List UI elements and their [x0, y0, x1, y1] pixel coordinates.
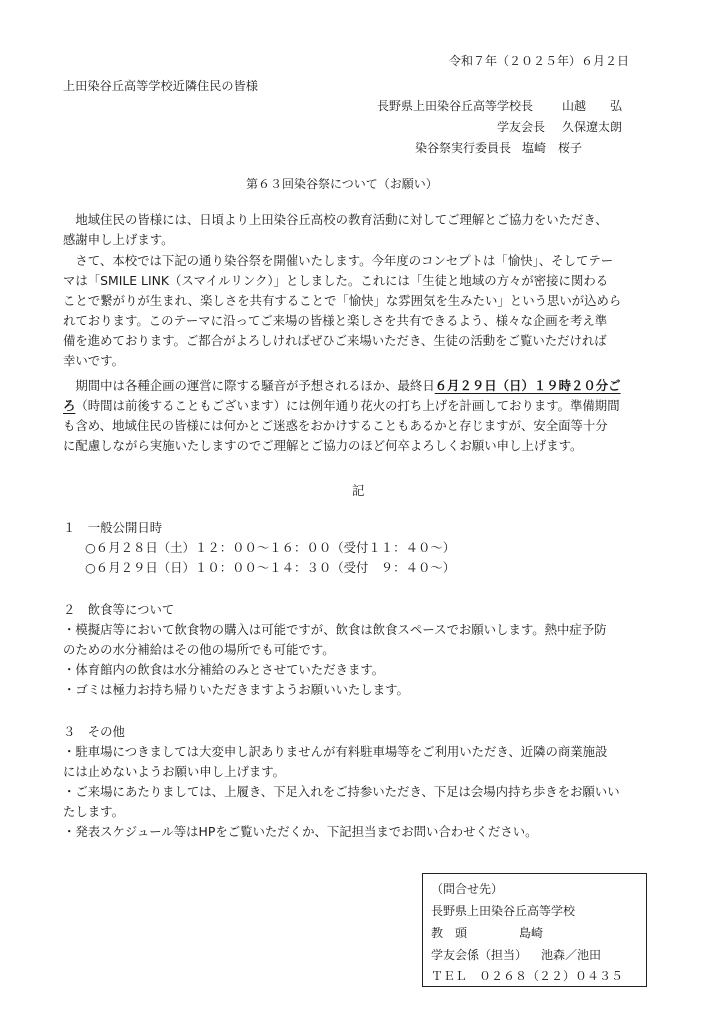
- section-food: [63, 600, 607, 700]
- sender-principal-name: 山越 弘: [562, 99, 623, 113]
- paragraph-line: さて、本校では下記の通り染谷祭を開催いたします。今年度のコンセプトは「愉快」、そしてテー: [63, 253, 614, 268]
- paragraph-line: れております。このテーマに沿ってご来場の皆様と楽しさを共有できるよう、様々な企画を考え準: [63, 313, 608, 328]
- schedule-line: ○６月２９日（日）１０：００～１４：３０（受付 ９：４０～）: [85, 560, 456, 575]
- bullet-line: ・ご来場にあたりましては、上履き、下足入れをご持参いただき、下足は会場内持ち歩きをお願いい: [63, 784, 620, 799]
- sender-president-role: 学友会長: [497, 120, 546, 134]
- paragraph-text: （時間は前後することもございます）には例年通り花火の打ち上げを計画しております。準備期間: [75, 398, 620, 413]
- bullet-line: には止めないようお願い申し上げます。: [63, 764, 286, 779]
- contact-school: 長野県上田染谷丘高等学校: [431, 904, 576, 918]
- paragraph-3: [63, 376, 621, 456]
- contact-student-name: 池森／池田: [541, 948, 602, 962]
- section-heading: １ 一般公開日時: [63, 520, 163, 535]
- schedule-line: ○６月２８日（土）１２：００～１６：００（受付１１：４０～）: [85, 540, 456, 555]
- bullet-line: のための水分補給はその他の場所でも可能です。: [63, 642, 335, 657]
- sender-committee-role: 染谷祭実行委員長: [415, 141, 512, 155]
- section-other: [63, 722, 620, 842]
- contact-box: [422, 873, 647, 987]
- sender-committee-name: 塩崎 桜子: [522, 141, 583, 155]
- section-heading: ２ 飲食等について: [63, 602, 175, 617]
- fireworks-datetime-emphasis: ６月２９日（日）１９時２０分ご: [434, 378, 621, 393]
- paragraph-line: 幸いです。: [63, 353, 124, 368]
- bullet-line: ・ゴミは極力お持ち帰りいただきますようお願いいたします。: [63, 682, 409, 697]
- paragraph-line: マは「SMILE LINK（スマイルリンク）」としました。これには「生徒と地域の方々が密接に関わる: [63, 273, 609, 288]
- bullet-line: ・駐車場につきましては大変申し訳ありませんが有料駐車場等をご利用いただき、近隣の商業施設: [63, 744, 608, 759]
- bullet-line: たします。: [63, 804, 124, 819]
- paragraph-line: 感謝申し上げます。: [63, 232, 174, 247]
- section-heading: ３ その他: [63, 724, 125, 739]
- letter-date: 令和７年（２０２５年）６月２日: [449, 54, 630, 68]
- paragraph-line: も含め、地域住民の皆様には何かとご迷惑をおかけすることもあるかと存じますが、安全面等十分: [63, 418, 608, 433]
- contact-teacher-name: 島崎: [519, 926, 544, 940]
- paragraph-line: 地域住民の皆様には、日頃より上田染谷丘高校の教育活動に対してご理解とご協力をいただき、: [63, 212, 608, 227]
- paragraph-line: [63, 396, 621, 416]
- fireworks-datetime-emphasis-cont: ろ: [63, 398, 76, 413]
- document-title: 第６３回染谷祭について（お願い）: [246, 177, 438, 191]
- section-public-hours: [63, 518, 455, 578]
- ki-marker: 記: [352, 483, 365, 498]
- bullet-line: ・模擬店等において飲食物の購入は可能ですが、飲食は飲食スペースでお願いします。熱中症予防: [63, 622, 607, 637]
- paragraph-text: 期間中は各種企画の運営に際する騒音が予想されるほか、最終日: [63, 378, 435, 393]
- addressee: 上田染谷丘高等学校近隣住民の皆様: [63, 79, 258, 93]
- bullet-line: ・体育館内の飲食は水分補給のみとさせていただきます。: [63, 662, 385, 677]
- paragraph-line: に配慮しながら実施いたしますのでご理解とご協力のほど何卒よろしくお願い申し上げます。: [63, 438, 583, 453]
- contact-student-role: 学友会係（担当）: [431, 948, 528, 962]
- sender-president-name: 久保遼太朗: [562, 120, 623, 134]
- paragraph-2: [63, 251, 621, 371]
- contact-tel: ＴＥＬ ０２６８（２２）０４３５: [431, 969, 624, 983]
- paragraph-1: [63, 210, 608, 250]
- contact-teacher-role: 教 頭: [431, 926, 468, 940]
- paragraph-line: ことで繋がりが生まれ、楽しさを共有することで「愉快」な雰囲気を生みたい」という思いが込めら: [63, 293, 622, 308]
- bullet-line: ・発表スケジュール等はHPをご覧いただくか、下記担当までお問い合わせください。: [63, 824, 538, 839]
- paragraph-line: [63, 376, 621, 396]
- contact-label: （問合せ先）: [431, 882, 504, 896]
- paragraph-line: 備を進めております。ご都合がよろしければぜひご来場いただき、生徒の活動をご覧いただければ: [63, 333, 607, 348]
- sender-principal-role: 長野県上田染谷丘高等学校長: [377, 99, 534, 113]
